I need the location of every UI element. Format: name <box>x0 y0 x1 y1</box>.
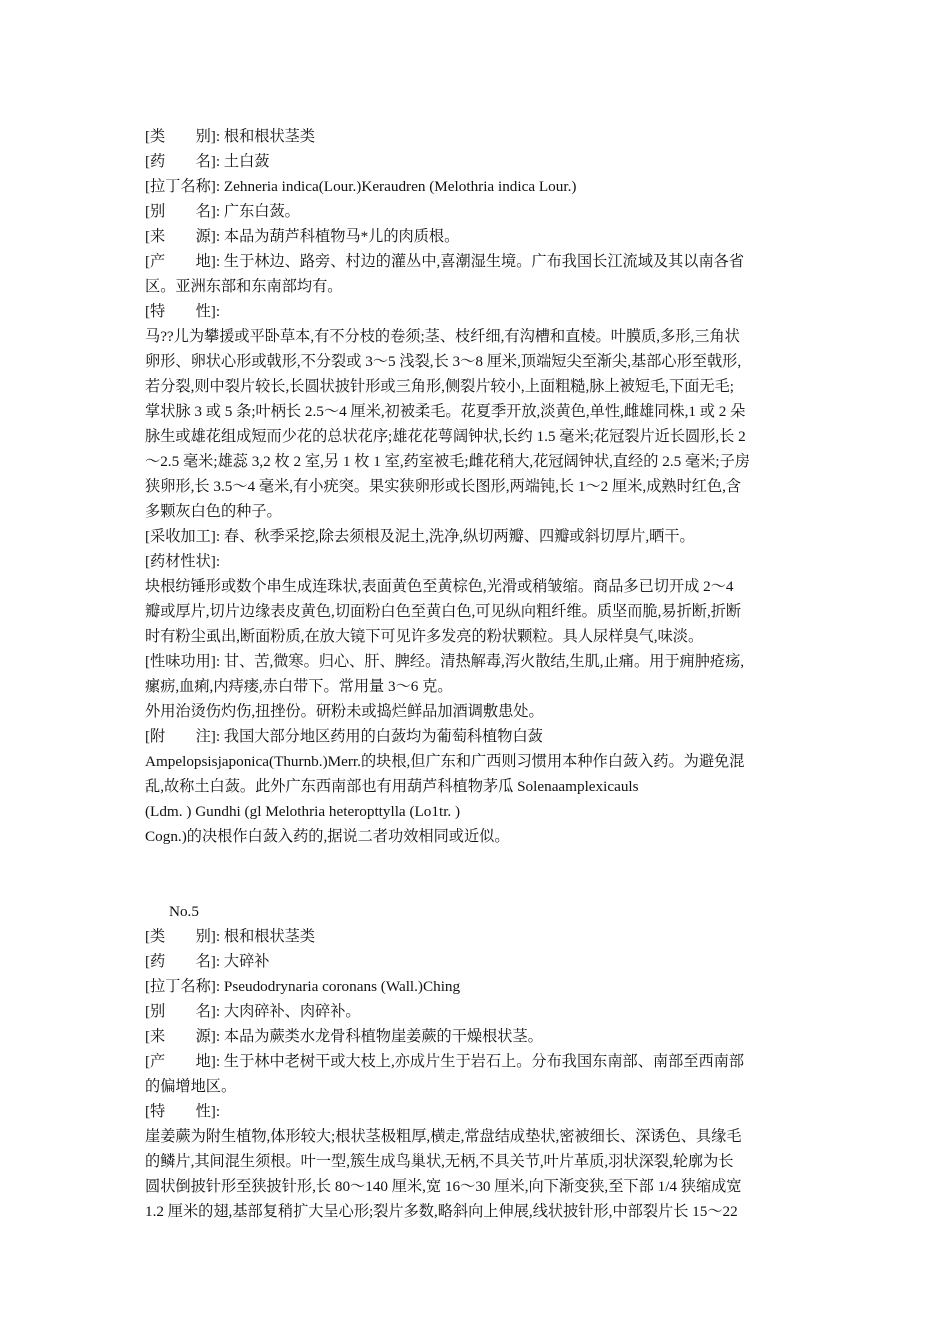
text-line: [类 别]: 根和根状茎类 <box>145 928 316 945</box>
text-line: [采收加工]: 春、秋季采挖,除去须根及泥土,洗净,纵切两瓣、四瓣或斜切厚片,晒干。 <box>145 528 695 545</box>
text-line: 块根纺锤形或数个串生成连珠状,表面黄色至黄棕色,光滑或稍皱缩。商品多已切开成 2～4 <box>145 578 734 595</box>
text-line: [药材性状]: <box>145 553 221 570</box>
text-line: 圆状倒披针形至狭披针形,长 80～140 厘米,宽 16～30 厘米,向下渐变狭,至下部 1/4 狭缩成宽 <box>145 1178 742 1195</box>
text-line: 区。亚洲东部和东南部均有。 <box>145 278 343 295</box>
text-line: [特 性]: <box>145 303 221 320</box>
text-line: [类 别]: 根和根状茎类 <box>145 128 316 145</box>
text-line: [拉丁名称]: Zehneria indica(Lour.)Keraudren (Melothria indica Lour.) <box>145 178 577 195</box>
text-line: [来 源]: 本品为葫芦科植物马*儿的肉质根。 <box>145 228 460 245</box>
document-body <box>145 124 809 1224</box>
text-line: [药 名]: 大碎补 <box>145 953 270 970</box>
text-line: ～2.5 毫米;雄蕊 3,2 枚 2 室,另 1 枚 1 室,药室被毛;雌花稍大,花冠阔钟状,直经的 2.5 毫米;子房 <box>145 453 750 470</box>
text-line: 卵形、卵状心形或戟形,不分裂或 3～5 浅裂,长 3～8 厘米,顶端短尖至渐尖,基部心形至戟形, <box>145 353 742 370</box>
text-line: 脉生或雄花组成短而少花的总状花序;雄花花萼阔钟状,长约 1.5 毫米;花冠裂片近长圆形,长 2 <box>145 428 746 445</box>
text-line: [药 名]: 土白蔹 <box>145 153 270 170</box>
text-line: 多颗灰白色的种子。 <box>145 503 282 520</box>
text-line: 时有粉尘虱出,断面粉质,在放大镜下可见许多发亮的粉状颗粒。具人尿样臭气,味淡。 <box>145 628 704 645</box>
text-line: 掌状脉 3 或 5 条;叶柄长 2.5～4 厘米,初被柔毛。花夏季开放,淡黄色,单性,雌雄同株,1 或 2 朵 <box>145 403 746 420</box>
text-line: 崖姜蕨为附生植物,体形较大;根状茎极粗厚,横走,常盘结成垫状,密被细长、深诱色、具缘毛 <box>145 1128 742 1145</box>
text-line: [别 名]: 大肉碎补、肉碎补。 <box>145 1003 361 1020</box>
text-line: (Ldm. ) Gundhi (gl Melothria heteropttylla (Lo1tr. ) <box>145 803 461 820</box>
text-line: 1.2 厘米的翅,基部复稍扩大呈心形;裂片多数,略斜向上伸展,线状披针形,中部裂片长 15～22 <box>145 1203 738 1220</box>
text-line: 乱,故称土白蔹。此外广东西南部也有用葫芦科植物茅瓜 Solenaamplexicauls <box>145 778 639 795</box>
section-gap <box>145 849 809 899</box>
text-line: [别 名]: 广东白蔹。 <box>145 203 300 220</box>
text-line: [特 性]: <box>145 1103 221 1120</box>
text-line: 狭卵形,长 3.5～4 毫米,有小疣突。果实狭卵形或长图形,两端钝,长 1～2 厘米,成熟时红色,含 <box>145 478 742 495</box>
text-line: [性味功用]: 甘、苦,微寒。归心、肝、脾经。清热解毒,泻火散结,生肌,止痛。用于痈肿疮疡, <box>145 653 745 670</box>
text-line: 瘰疬,血痢,内痔瘘,赤白带下。常用量 3～6 克。 <box>145 678 453 695</box>
entry-number: No.5 <box>169 903 199 920</box>
text-line: 若分裂,则中裂片较长,长圆状披针形或三角形,侧裂片较小,上面粗糙,脉上被短毛,下面无毛; <box>145 378 734 395</box>
text-line: 马??儿为攀援或平卧草本,有不分枝的卷须;茎、枝纤细,有沟槽和直棱。叶膜质,多形,三角状 <box>145 328 740 345</box>
text-line: Ampelopsisjaponica(Thurnb.)Merr.的块根,但广东和广西则习惯用本种作白蔹入药。为避免混 <box>145 753 745 770</box>
text-line: [产 地]: 生于林边、路旁、村边的灌丛中,喜潮湿生境。广布我国长江流域及其以南各省 <box>145 253 745 270</box>
text-line: [拉丁名称]: Pseudodrynaria coronans (Wall.)Ching <box>145 978 461 995</box>
text-line: 瓣或厚片,切片边缘表皮黄色,切面粉白色至黄白色,可见纵向粗纤维。质坚而脆,易折断,折断 <box>145 603 742 620</box>
text-line: [来 源]: 本品为蕨类水龙骨科植物崖姜蕨的干燥根状茎。 <box>145 1028 543 1045</box>
text-line: Cogn.)的决根作白蔹入药的,据说二者功效相同或近似。 <box>145 828 510 845</box>
text-line: [产 地]: 生于林中老树干或大枝上,亦成片生于岩石上。分布我国东南部、南部至西南部 <box>145 1053 745 1070</box>
text-line: 外用治烫伤灼伤,扭挫份。研粉未或捣烂鲜品加酒调敷患处。 <box>145 703 544 720</box>
text-line: 的偏增地区。 <box>145 1078 237 1095</box>
text-line: [附 注]: 我国大部分地区药用的白蔹均为葡萄科植物白蔹 <box>145 728 543 745</box>
text-line: 的鳞片,其间混生须根。叶一型,簇生成鸟巢状,无柄,不具关节,叶片革质,羽状深裂,轮廓为长 <box>145 1153 734 1170</box>
